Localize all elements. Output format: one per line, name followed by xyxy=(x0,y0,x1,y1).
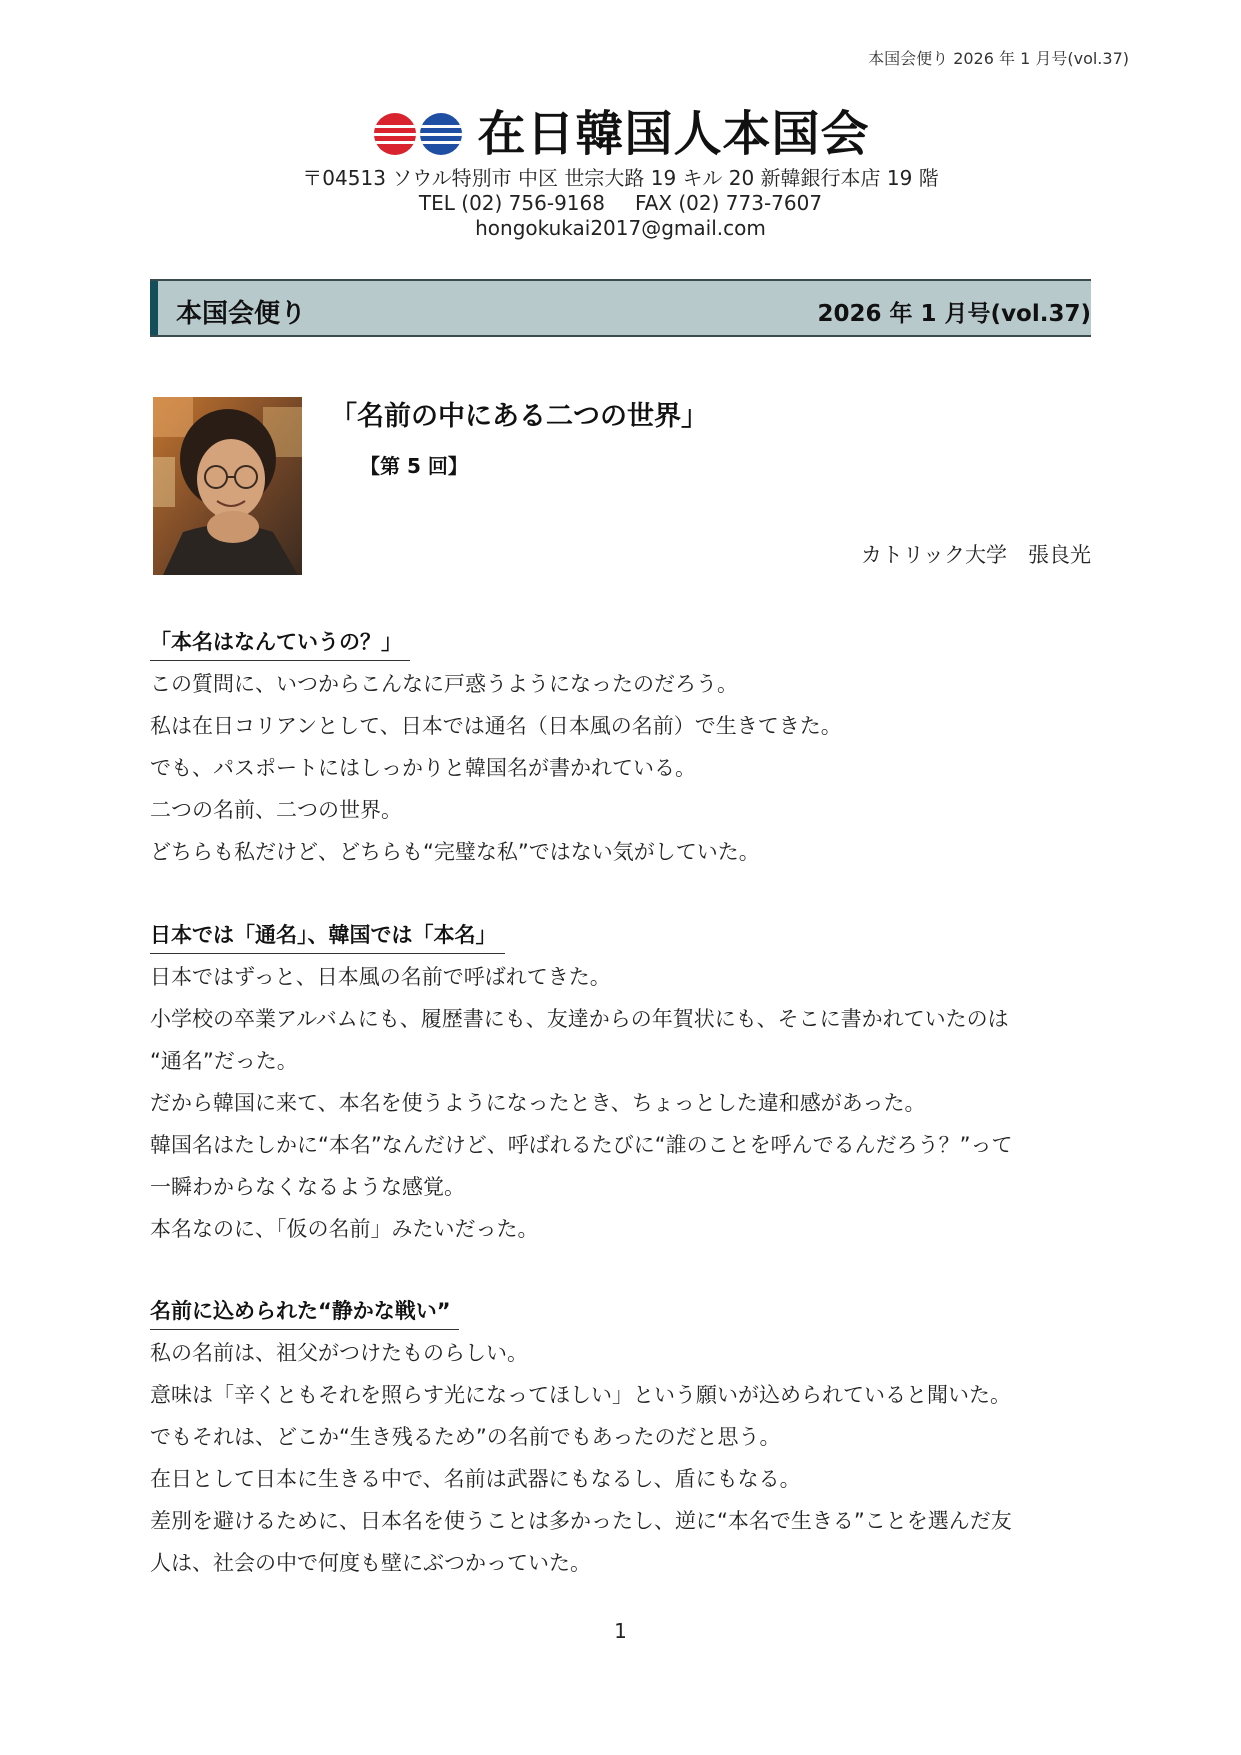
paragraph-line: 韓国名はたしかに“本名”なんだけど、呼ばれるたびに“誰のことを呼んでるんだろう？”って xyxy=(150,1133,1013,1157)
paragraph-line: 小学校の卒業アルバムにも、履歴書にも、友達からの年賀状にも、そこに書かれていたのは xyxy=(150,1007,1009,1031)
newsletter-banner xyxy=(150,279,1091,337)
page-number: 1 xyxy=(614,1619,627,1643)
contact-block xyxy=(0,166,1241,241)
tel: TEL (02) 756-9168 xyxy=(418,191,605,215)
section-body xyxy=(150,1332,1095,1584)
author-byline: カトリック大学 張良光 xyxy=(860,543,1091,567)
paragraph-line: でも、パスポートにはしっかりと韓国名が書かれている。 xyxy=(150,756,696,780)
paragraph-line: 人は、社会の中で何度も壁にぶつかっていた。 xyxy=(150,1551,591,1575)
banner-accent-bar xyxy=(150,281,158,335)
paragraph-line: 本名なのに、「仮の名前」みたいだった。 xyxy=(150,1217,539,1241)
section-body xyxy=(150,663,1095,873)
paragraph-line: この質問に、いつからこんなに戸惑うようになったのだろう。 xyxy=(150,672,738,696)
phone-row xyxy=(0,191,1241,216)
article-title: 「名前の中にある二つの世界」 xyxy=(330,401,708,432)
paragraph-line: どちらも私だけど、どちらも“完璧な私”ではない気がしていた。 xyxy=(150,840,760,864)
email: hongokukai2017@gmail.com xyxy=(475,216,766,240)
paragraph-line: 私は在日コリアンとして、日本では通名（日本風の名前）で生きてきた。 xyxy=(150,714,842,738)
paragraph-line: でもそれは、どこか“生き残るため”の名前でもあったのだと思う。 xyxy=(150,1425,781,1449)
paragraph-line: 二つの名前、二つの世界。 xyxy=(150,798,402,822)
paragraph-line: だから韓国に来て、本名を使うようになったとき、ちょっとした違和感があった。 xyxy=(150,1091,926,1115)
paragraph-line: 在日として日本に生きる中で、名前は武器にもなるし、盾にもなる。 xyxy=(150,1467,801,1491)
episode-label: 【第 5 回】 xyxy=(360,454,468,478)
section-1 xyxy=(150,627,1095,873)
section-body xyxy=(150,956,1095,1250)
address: 〒04513 ソウル特別市 中区 世宗大路 19 キル 20 新韓銀行本店 19 階 xyxy=(302,166,939,190)
section-heading: 日本では「通名」、韓国では「本名」 xyxy=(150,920,505,954)
paragraph-line: 意味は「辛くともそれを照らす光になってほしい」という願いが込められていると聞いた。 xyxy=(150,1383,1011,1407)
paragraph-line: 差別を避けるために、日本名を使うことは多かったし、逆に“本名で生きる”ことを選んだ友 xyxy=(150,1509,1012,1533)
paragraph-line: 私の名前は、祖父がつけたものらしい。 xyxy=(150,1341,528,1365)
double-circle-logo-icon xyxy=(371,110,467,158)
section-3 xyxy=(150,1296,1095,1584)
paragraph-line: 日本ではずっと、日本風の名前で呼ばれてきた。 xyxy=(150,965,611,989)
section-2 xyxy=(150,920,1095,1250)
running-header: 本国会便り 2026 年 1 月号(vol.37) xyxy=(868,49,1129,68)
author-photo xyxy=(153,397,302,575)
paragraph-line: “通名”だった。 xyxy=(150,1049,298,1073)
banner-issue: 2026 年 1 月号(vol.37) xyxy=(817,301,1091,327)
org-name: 在日韓国人本国会 xyxy=(477,106,870,162)
section-heading: 「本名はなんていうの？」 xyxy=(150,627,410,661)
paragraph-line: 一瞬わからなくなるような感覚。 xyxy=(150,1175,465,1199)
author-portrait-image xyxy=(153,397,302,575)
fax: FAX (02) 773-7607 xyxy=(634,191,823,215)
section-heading: 名前に込められた“静かな戦い” xyxy=(150,1296,459,1330)
banner-title: 本国会便り xyxy=(176,299,307,329)
masthead xyxy=(0,104,1241,164)
